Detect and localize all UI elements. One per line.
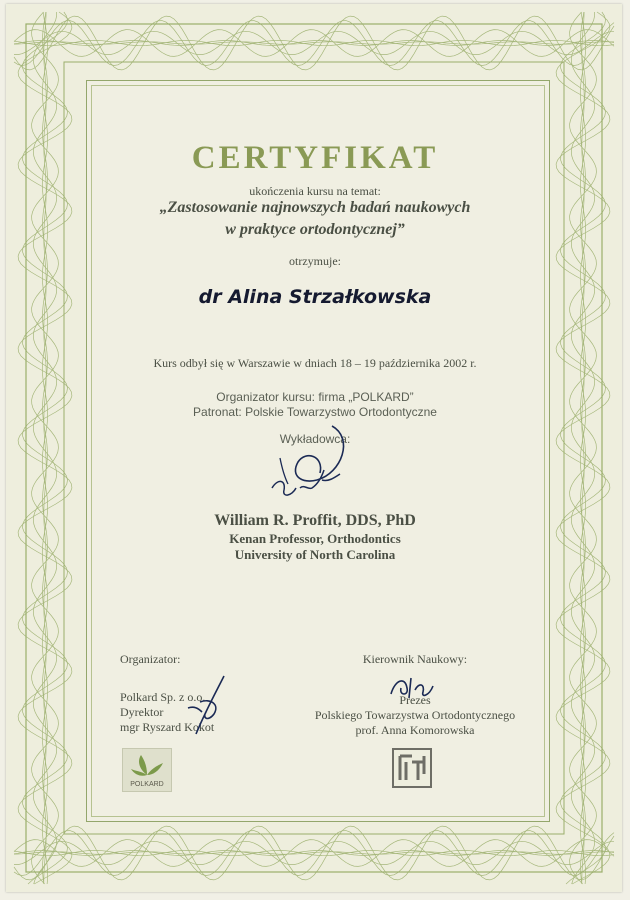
course-organizer: Organizator kursu: firma „POLKARD” [216, 390, 414, 404]
pto-logo-icon [392, 748, 432, 788]
scientific-society: Polskiego Towarzystwa Ortodontycznego [314, 708, 516, 722]
organizer-company: Polkard Sp. z o.o. [120, 690, 206, 704]
course-topic-line1: „Zastosowanie najnowszych badań naukowych [159, 199, 471, 216]
scientific-role: Prezes [399, 693, 431, 707]
organizer-label: Organizator: [120, 652, 181, 666]
lecturer-university: University of North Carolina [234, 547, 396, 562]
organizer-signature [180, 672, 240, 742]
scientific-person: prof. Anna Komorowska [355, 723, 475, 737]
course-patron: Patronat: Polskie Towarzystwo Ortodontyczne [193, 405, 437, 419]
scientific-label: Kierownik Naukowy: [362, 652, 468, 666]
course-topic-line2: w praktyce ortodontycznej” [225, 221, 405, 238]
course-info: Kurs odbył się w Warszawie w dniach 18 – 19 października 2002 r. [153, 356, 477, 370]
lecturer-title: Kenan Professor, Orthodontics [229, 531, 401, 546]
organizer-role: Dyrektor [120, 705, 164, 719]
lecturer-name: William R. Proffit, DDS, PhD [214, 512, 416, 529]
receives-label: otrzymuje: [289, 254, 341, 268]
lecturer-label: Wykładowca: [279, 432, 351, 446]
certificate-subtitle: ukończenia kursu na temat: [249, 184, 381, 198]
scientific-signature [385, 666, 445, 706]
lecturer-signature [262, 418, 362, 508]
certificate-title: CERTYFIKAT [191, 140, 439, 176]
course-topic [0, 197, 630, 241]
polkard-logo-label: POLKARD [130, 781, 164, 788]
recipient-name: dr Alina Strzałkowska [198, 286, 432, 308]
organizer-person: mgr Ryszard Kokot [120, 720, 215, 734]
leaf-logo-icon [122, 748, 172, 792]
